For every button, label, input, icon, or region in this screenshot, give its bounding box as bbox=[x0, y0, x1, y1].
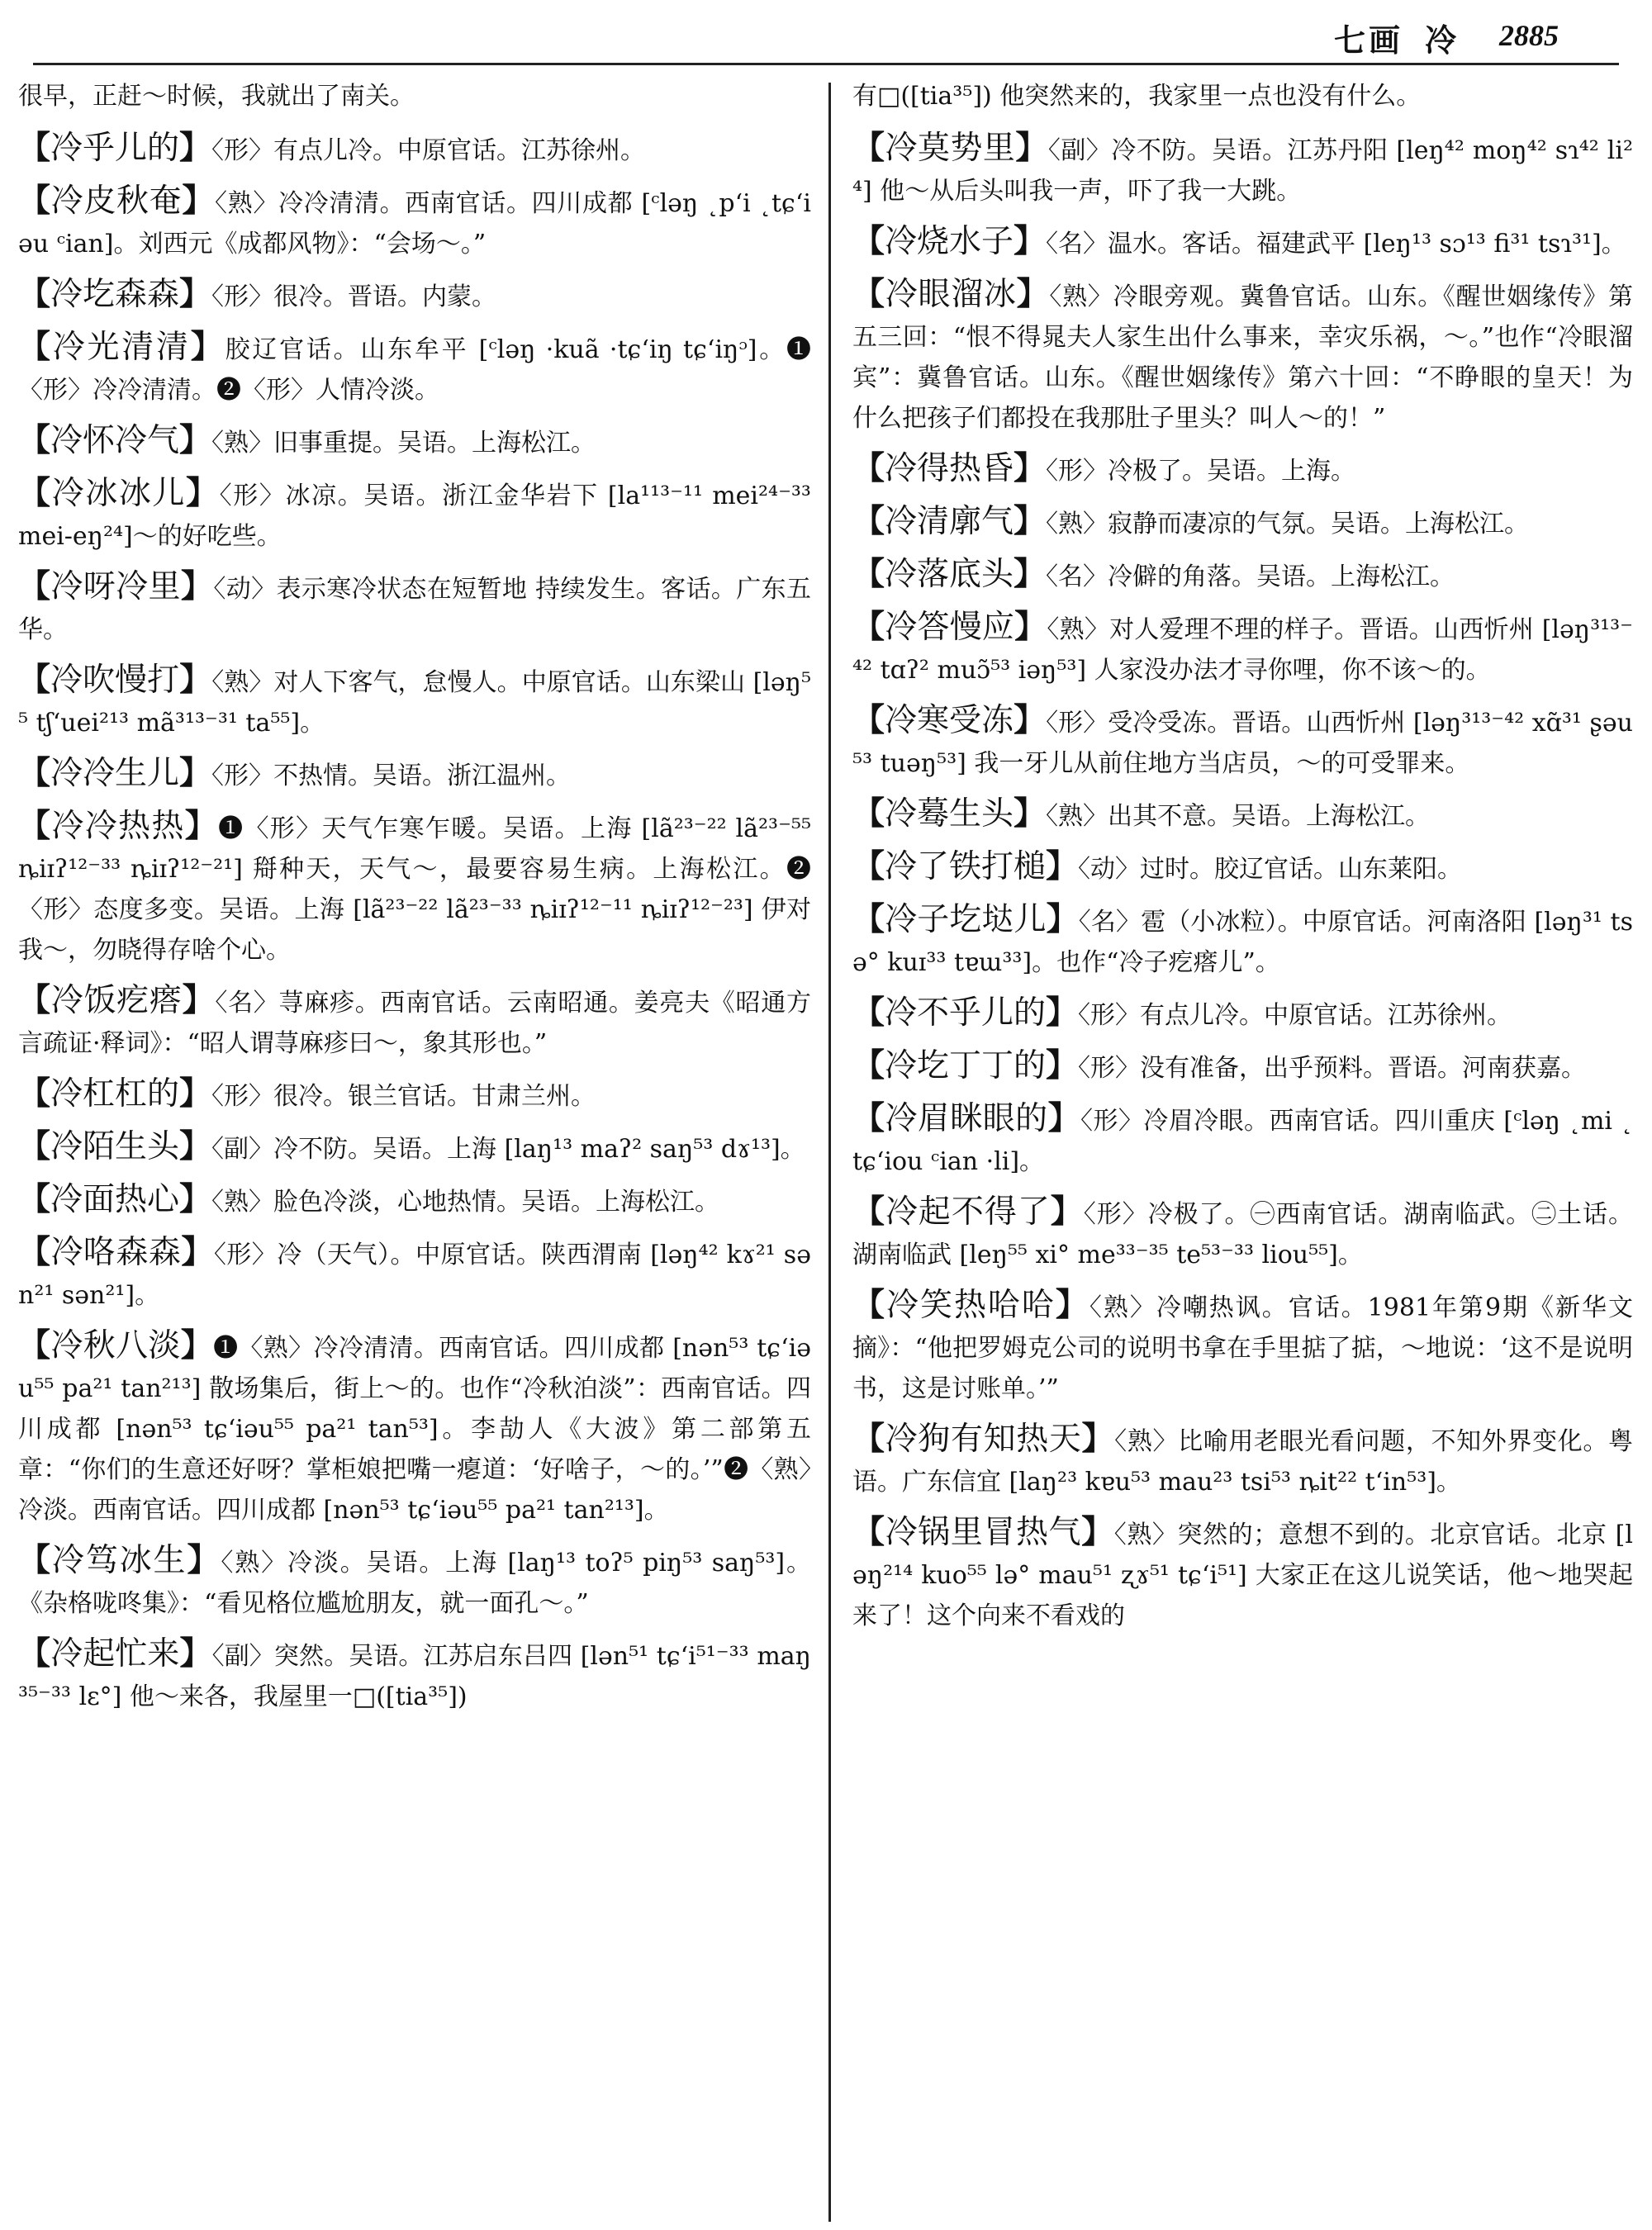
entry-headword bbox=[852, 848, 1078, 885]
bracket-close: 】 bbox=[180, 568, 214, 605]
bracket-close: 】 bbox=[186, 475, 220, 512]
entry-definition: 〈形〉冷极了。㊀西南官话。湖南临武。㊁土话。湖南临武 [leŋ⁵⁵ xi° me³³⁻³⁵ te⁵³⁻³³ liou⁵⁵]。 bbox=[852, 1200, 1633, 1269]
entry-definition: 〈熟〉比喻用老眼光看问题，不知外界变化。粤语。广东信宜 [laŋ²³ kɐu⁵³ mau²³ tsi⁵³ ȵit²² tʻin⁵³]。 bbox=[852, 1427, 1633, 1497]
entry-headword bbox=[18, 808, 218, 845]
bracket-close: 】 bbox=[1014, 556, 1047, 593]
bracket-close: 】 bbox=[179, 1128, 212, 1165]
headword-text: 冷圪森森 bbox=[50, 276, 180, 313]
entry-definition: 〈形〉很冷。银兰官话。甘肃兰州。 bbox=[211, 1082, 596, 1111]
dictionary-entry bbox=[852, 794, 1633, 837]
bracket-close: 】 bbox=[1014, 503, 1047, 540]
bracket-open: 【 bbox=[852, 556, 885, 593]
dictionary-entry bbox=[18, 753, 811, 796]
headword-text: 冷陌生头 bbox=[50, 1128, 180, 1165]
bracket-close: 】 bbox=[179, 755, 212, 792]
entry-headword bbox=[852, 276, 1049, 313]
headword-text: 冷吹慢打 bbox=[50, 662, 180, 699]
dictionary-entry bbox=[852, 221, 1633, 264]
entry-definition: 〈形〉冷（天气）。中原官话。陕西渭南 [ləŋ⁴² kɤ²¹ sən²¹ sən²¹]。 bbox=[18, 1241, 811, 1310]
dictionary-entry bbox=[852, 899, 1633, 983]
entry-headword bbox=[852, 702, 1046, 739]
bracket-open: 【 bbox=[852, 503, 885, 540]
bracket-close: 】 bbox=[1046, 1047, 1079, 1084]
dictionary-entry bbox=[852, 847, 1633, 890]
entry-headword bbox=[18, 1075, 211, 1113]
dictionary-entry bbox=[18, 1326, 811, 1530]
entry-headword bbox=[18, 1234, 214, 1271]
headword-text: 冷冷热热 bbox=[51, 808, 185, 845]
dictionary-entry bbox=[852, 1512, 1633, 1636]
bracket-close: 】 bbox=[187, 1542, 221, 1579]
entry-definition: 〈名〉冷僻的角落。吴语。上海松江。 bbox=[1046, 562, 1455, 591]
page-number: 2885 bbox=[1499, 19, 1559, 52]
headword-text: 冷面热心 bbox=[50, 1181, 180, 1218]
entry-definition: 〈副〉突然。吴语。江苏启东吕四 [lən⁵¹ tɕʻi⁵¹⁻³³ maŋ³⁵⁻³³ lɛ°] 他～来各，我屋里一□([tia³⁵]) bbox=[18, 1642, 811, 1711]
head-character: 冷 bbox=[1425, 21, 1457, 59]
entry-definition: 〈熟〉对人下客气，怠慢人。中原官话。山东梁山 [ləŋ⁵⁵ tʃʻuei²¹³ mã³¹³⁻³¹ ta⁵⁵]。 bbox=[18, 668, 811, 738]
entry-definition: 〈名〉温水。客话。福建武平 [leŋ¹³ sɔ¹³ fi³¹ tsɿ³¹]。 bbox=[1046, 230, 1626, 259]
dictionary-entry bbox=[852, 1192, 1633, 1275]
dictionary-entry bbox=[852, 554, 1633, 597]
dictionary-entry bbox=[18, 567, 811, 650]
entry-headword bbox=[18, 329, 225, 366]
entry-headword bbox=[852, 1193, 1084, 1231]
bracket-open: 【 bbox=[852, 1047, 885, 1084]
bracket-open: 【 bbox=[852, 1287, 886, 1324]
dictionary-entry bbox=[852, 1098, 1633, 1182]
bracket-open: 【 bbox=[18, 982, 51, 1019]
dictionary-entry bbox=[18, 660, 811, 743]
entry-headword bbox=[852, 223, 1046, 260]
bracket-close: 】 bbox=[179, 1635, 212, 1672]
headword-text: 冷了铁打槌 bbox=[885, 848, 1047, 885]
bracket-open: 【 bbox=[852, 1193, 885, 1231]
bracket-open: 【 bbox=[18, 662, 51, 699]
entry-definition: 〈形〉冰凉。吴语。浙江金华岩下 [la¹¹³⁻¹¹ mei²⁴⁻³³ mei-eŋ²⁴]～的好吃些。 bbox=[18, 482, 811, 551]
headword-text: 冷冷生儿 bbox=[50, 755, 180, 792]
bracket-open: 【 bbox=[18, 808, 52, 845]
chapter-label: 七画 bbox=[1334, 21, 1404, 59]
dictionary-entry bbox=[852, 448, 1633, 491]
headword-text: 冷起忙来 bbox=[50, 1635, 180, 1672]
headword-text: 冷得热昏 bbox=[885, 450, 1014, 487]
bracket-open: 【 bbox=[852, 901, 885, 938]
entry-headword bbox=[18, 422, 211, 459]
dictionary-entry bbox=[852, 1419, 1633, 1502]
bracket-open: 【 bbox=[18, 568, 51, 605]
entry-definition: 〈名〉荨麻疹。西南官话。云南昭通。姜亮夫《昭通方言疏证·释词》：“昭人谓荨麻疹曰～，象其形也。” bbox=[18, 989, 811, 1058]
dictionary-entry bbox=[852, 501, 1633, 544]
entry-headword bbox=[18, 982, 215, 1019]
bracket-open: 【 bbox=[18, 183, 51, 220]
entry-headword bbox=[852, 1047, 1078, 1084]
bracket-open: 【 bbox=[18, 1128, 51, 1165]
headword-text: 冷眉眯眼的 bbox=[885, 1100, 1048, 1137]
entry-definition: 〈熟〉冷冷清清。西南官话。四川成都 [ᶜləŋ ˛pʻi ˛tɕʻiəu ᶜian]。刘西元《成都风物》：“会场～。” bbox=[18, 189, 811, 259]
bracket-close: 】 bbox=[1015, 130, 1048, 167]
page-header bbox=[0, 0, 1652, 66]
bracket-close: 】 bbox=[1055, 1287, 1089, 1324]
bracket-open: 【 bbox=[852, 1421, 885, 1458]
entry-headword bbox=[18, 130, 211, 167]
headword-text: 冷咯森森 bbox=[50, 1234, 182, 1271]
entry-headword bbox=[18, 755, 211, 792]
bracket-close: 】 bbox=[179, 422, 212, 459]
bracket-open: 【 bbox=[852, 1514, 885, 1551]
headword-text: 冷怀冷气 bbox=[50, 422, 180, 459]
entry-headword bbox=[852, 795, 1046, 833]
bracket-open: 【 bbox=[18, 1181, 51, 1218]
dictionary-entry bbox=[18, 181, 811, 264]
bracket-close: 】 bbox=[1046, 848, 1079, 885]
dictionary-entry bbox=[18, 806, 811, 970]
entry-definition: 〈动〉过时。胶辽官话。山东莱阳。 bbox=[1078, 855, 1463, 884]
bracket-close: 】 bbox=[1046, 901, 1079, 938]
bracket-close: 】 bbox=[190, 329, 225, 366]
entry-headword bbox=[852, 130, 1048, 167]
entry-headword bbox=[18, 1542, 221, 1579]
bracket-close: 】 bbox=[181, 1234, 214, 1271]
entry-definition: 〈形〉有点儿冷。中原官话。江苏徐州。 bbox=[211, 136, 646, 165]
headword-text: 冷笃冰生 bbox=[51, 1542, 188, 1579]
entry-headword bbox=[852, 503, 1046, 540]
headword-text: 冷起不得了 bbox=[885, 1193, 1051, 1231]
column-divider bbox=[828, 83, 831, 2222]
dictionary-entry bbox=[852, 1046, 1633, 1089]
entry-definition: 〈熟〉寂静而凄凉的气氛。吴语。上海松江。 bbox=[1046, 510, 1530, 539]
dictionary-entry bbox=[18, 980, 811, 1064]
bracket-close: 】 bbox=[179, 276, 212, 313]
entry-headword bbox=[852, 994, 1078, 1032]
bracket-close: 】 bbox=[1047, 1100, 1081, 1137]
bracket-open: 【 bbox=[18, 1635, 51, 1672]
bracket-open: 【 bbox=[852, 223, 885, 260]
header-rule bbox=[33, 63, 1619, 65]
bracket-close: 】 bbox=[1014, 609, 1047, 646]
dictionary-entry bbox=[18, 327, 811, 410]
headword-text: 冷子圪垯儿 bbox=[885, 901, 1047, 938]
entry-definition: 〈形〉受冷受冻。晋语。山西忻州 [ləŋ³¹³⁻⁴² xɑ̃³¹ ʂəu⁵³ tuəŋ⁵³] 我一牙儿从前住地方当店员，～的可受罪来。 bbox=[852, 709, 1633, 778]
entry-headword bbox=[18, 1181, 211, 1218]
dictionary-entry bbox=[852, 607, 1633, 690]
entry-headword bbox=[18, 276, 211, 313]
entry-definition: 〈熟〉突然的；意想不到的。北京官话。北京 [ləŋ²¹⁴ kuo⁵⁵ lə° mau⁵¹ ʐɤ⁵¹ tɕʻi⁵¹] 大家正在这儿说笑话，他～地哭起来了！这个向来不看戏的 bbox=[852, 1521, 1633, 1630]
headword-text: 冷烧水子 bbox=[885, 223, 1014, 260]
entry-definition: 〈副〉冷不防。吴语。江苏丹阳 [leŋ⁴² moŋ⁴² sɿ⁴² li²⁴] 他～从后头叫我一声，吓了我一大跳。 bbox=[852, 136, 1633, 206]
entry-definition: 〈形〉很冷。晋语。内蒙。 bbox=[211, 282, 497, 311]
entry-headword bbox=[18, 1327, 213, 1364]
dictionary-entry bbox=[18, 1634, 811, 1717]
bracket-close: 】 bbox=[1014, 223, 1047, 260]
entry-headword bbox=[18, 568, 213, 605]
bracket-close: 】 bbox=[1014, 795, 1047, 833]
dictionary-entry bbox=[18, 1127, 811, 1170]
bracket-open: 【 bbox=[852, 450, 885, 487]
bracket-close: 】 bbox=[182, 982, 216, 1019]
bracket-open: 【 bbox=[852, 1100, 885, 1137]
entry-definition: 〈熟〉冷眼旁观。冀鲁官话。山东。《醒世姻缘传》第五三回：“恨不得晁夫人家生出什么事来，幸灾乐祸，～。”也作“冷眼溜宾”：冀鲁官话。山东。《醒世姻缘传》第六十回：“不睁眼的皇天！为什么把孩子们都投在我那肚子里头？叫人～的！” bbox=[852, 282, 1633, 433]
dictionary-entry bbox=[852, 700, 1633, 784]
headword-text: 冷圪丁丁的 bbox=[885, 1047, 1047, 1084]
entry-headword bbox=[852, 1514, 1114, 1551]
headword-text: 冷答慢应 bbox=[885, 609, 1015, 646]
entry-definition: 〈形〉冷眉冷眼。西南官话。四川重庆 [ᶜləŋ ˛mi ˛tɕʻiou ᶜian ·li]。 bbox=[852, 1107, 1633, 1176]
left-column bbox=[18, 76, 811, 2223]
entry-definition: 〈熟〉出其不意。吴语。上海松江。 bbox=[1046, 802, 1431, 831]
entry-definition: 〈熟〉对人爱理不理的样子。晋语。山西忻州 [ləŋ³¹³⁻⁴² tɑʔ² muɔ̃⁵³ iəŋ⁵³] 人家没办法才寻你哩，你不该～的。 bbox=[852, 615, 1633, 685]
dictionary-entry bbox=[18, 274, 811, 317]
entry-headword bbox=[18, 183, 215, 220]
entry-headword bbox=[18, 1635, 212, 1672]
dictionary-entry bbox=[18, 473, 811, 557]
bracket-open: 【 bbox=[852, 795, 885, 833]
bracket-close: 】 bbox=[1016, 276, 1050, 313]
bracket-open: 【 bbox=[852, 276, 885, 313]
bracket-open: 【 bbox=[18, 329, 53, 366]
right-column bbox=[852, 76, 1633, 2223]
bracket-close: 】 bbox=[184, 808, 219, 845]
continuation-text: 很早，正赶～时候，我就出了南关。 bbox=[18, 82, 415, 111]
bracket-open: 【 bbox=[18, 755, 51, 792]
dictionary-entry bbox=[852, 274, 1633, 439]
entry-headword bbox=[852, 450, 1046, 487]
headword-text: 冷寒受冻 bbox=[885, 702, 1014, 739]
entry-headword bbox=[18, 475, 220, 512]
bracket-open: 【 bbox=[18, 1234, 51, 1271]
entry-definition: 〈形〉冷极了。吴语。上海。 bbox=[1046, 457, 1356, 486]
headword-text: 冷锅里冒热气 bbox=[885, 1514, 1082, 1551]
dictionary-entry bbox=[852, 993, 1633, 1036]
bracket-close: 】 bbox=[180, 1327, 214, 1364]
dictionary-entry bbox=[852, 1285, 1633, 1409]
entry-definition: 〈名〉雹（小冰粒）。中原官话。河南洛阳 [ləŋ³¹ tsə° kuɪ³³ tɐɯ³³]。也作“冷子疙瘩儿”。 bbox=[852, 908, 1633, 977]
entry-headword bbox=[852, 901, 1079, 938]
bracket-open: 【 bbox=[18, 1327, 51, 1364]
entry-definition: 〈熟〉冷淡。吴语。上海 [laŋ¹³ toʔ⁵ piŋ⁵³ saŋ⁵³]。《杂格咙咚集》：“看见格位尴尬朋友，就一面孔～。” bbox=[18, 1549, 811, 1618]
headword-text: 冷眼溜冰 bbox=[885, 276, 1017, 313]
headword-text: 冷皮秋奄 bbox=[50, 183, 183, 220]
headword-text: 冷落底头 bbox=[885, 556, 1014, 593]
entry-headword bbox=[852, 1287, 1089, 1324]
bracket-open: 【 bbox=[852, 702, 885, 739]
headword-text: 冷秋八淡 bbox=[50, 1327, 181, 1364]
dictionary-entry bbox=[18, 1179, 811, 1222]
bracket-open: 【 bbox=[18, 130, 51, 167]
entry-headword bbox=[852, 1421, 1114, 1458]
bracket-open: 【 bbox=[18, 276, 51, 313]
entry-headword bbox=[852, 609, 1047, 646]
headword-text: 冷饭疙瘩 bbox=[50, 982, 183, 1019]
entry-definition: 〈熟〉旧事重提。吴语。上海松江。 bbox=[211, 429, 596, 458]
entry-definition: 〈形〉有点儿冷。中原官话。江苏徐州。 bbox=[1078, 1001, 1512, 1030]
entry-headword bbox=[852, 1100, 1080, 1137]
dictionary-entry bbox=[18, 128, 811, 171]
bracket-close: 】 bbox=[179, 662, 212, 699]
headword-text: 冷光清清 bbox=[52, 329, 191, 366]
bracket-open: 【 bbox=[852, 848, 885, 885]
entry-definition: 〈动〉表示寒冷状态在短暂地 持续发生。客话。广东五华。 bbox=[18, 575, 811, 644]
continuation-text: 有□([tia³⁵]) 他突然来的，我家里一点也没有什么。 bbox=[852, 82, 1422, 111]
bracket-close: 】 bbox=[179, 1075, 212, 1113]
headword-text: 冷冰冰儿 bbox=[51, 475, 187, 512]
bracket-open: 【 bbox=[852, 609, 885, 646]
headword-text: 冷蓦生头 bbox=[885, 795, 1014, 833]
dictionary-entry bbox=[18, 420, 811, 463]
entry-headword bbox=[18, 1128, 211, 1165]
bracket-close: 】 bbox=[179, 1181, 212, 1218]
entry-definition: 〈副〉冷不防。吴语。上海 [laŋ¹³ maʔ² saŋ⁵³ dɤ¹³]。 bbox=[211, 1135, 805, 1164]
bracket-close: 】 bbox=[179, 130, 212, 167]
bracket-close: 】 bbox=[1081, 1514, 1114, 1551]
headword-text: 冷清廓气 bbox=[885, 503, 1014, 540]
dictionary-entry bbox=[18, 1074, 811, 1117]
bracket-open: 【 bbox=[18, 475, 52, 512]
bracket-open: 【 bbox=[18, 422, 51, 459]
bracket-close: 】 bbox=[1081, 1421, 1115, 1458]
entry-definition: 〈形〉没有准备，出乎预料。晋语。河南获嘉。 bbox=[1078, 1054, 1587, 1083]
entry-definition: 〈熟〉冷嘲热讽。官话。1981年第9期《新华文摘》：“他把罗姆克公司的说明书拿在手里掂了掂，～地说：‘这不是说明书，这是讨账单。’” bbox=[852, 1293, 1633, 1403]
headword-text: 冷呀冷里 bbox=[50, 568, 181, 605]
entry-definition: ❶〈熟〉冷冷清清。西南官话。四川成都 [nən⁵³ tɕʻiəu⁵⁵ pa²¹ tan²¹³] 散场集后，街上～的。也作“冷秋泊淡”：西南官话。四川成都 [nən⁵³ tɕʻiəu⁵⁵ pa²¹ tan⁵³]。李劼人《大波》第二部第五章：“你们的生意还好呀？掌柜娘把嘴一瘪道：‘好啥子，～的。’”❷〈熟〉冷淡。西南官话。四川成都 [nən⁵³ tɕʻiəu⁵⁵ pa²¹ tan²¹³]。 bbox=[18, 1334, 811, 1525]
bracket-close: 】 bbox=[182, 183, 215, 220]
headword-text: 冷乎儿的 bbox=[50, 130, 180, 167]
headword-text: 冷笑热哈哈 bbox=[885, 1287, 1056, 1324]
bracket-open: 【 bbox=[852, 130, 885, 167]
entry-headword bbox=[852, 556, 1046, 593]
entry-definition: 〈形〉不热情。吴语。浙江温州。 bbox=[211, 762, 572, 790]
bracket-close: 】 bbox=[1050, 1193, 1084, 1231]
dictionary-entry bbox=[852, 128, 1633, 211]
headword-text: 冷狗有知热天 bbox=[885, 1421, 1082, 1458]
headword-text: 冷杠杠的 bbox=[50, 1075, 180, 1113]
bracket-open: 【 bbox=[18, 1542, 52, 1579]
bracket-open: 【 bbox=[852, 994, 885, 1032]
entry-definition: 胶辽官话。山东牟平 [ᶜləŋ ·kuã ·tɕʻiŋ tɕʻiŋᵓ]。❶〈形〉冷冷清清。❷〈形〉人情冷淡。 bbox=[18, 335, 811, 405]
headword-text: 冷不乎儿的 bbox=[885, 994, 1047, 1032]
entry-headword bbox=[18, 662, 211, 699]
headword-text: 冷莫势里 bbox=[885, 130, 1016, 167]
entry-definition: ❶〈形〉天气乍寒乍暖。吴语。上海 [lã²³⁻²² lã²³⁻⁵⁵ ȵiɪʔ¹²⁻³³ ȵiɪʔ¹²⁻²¹] 搿种天，天气～，最要容易生病。上海松江。❷〈形〉态度多变。吴语。上海 [lã²³⁻²² lã²³⁻³³ ȵiɪʔ¹²⁻¹¹ ȵiɪʔ¹²⁻²³] 伊对我～，勿晓得存啥个心。 bbox=[18, 814, 811, 965]
bracket-close: 】 bbox=[1014, 702, 1047, 739]
bracket-open: 【 bbox=[18, 1075, 51, 1113]
dictionary-entry bbox=[18, 1232, 811, 1316]
entry-definition: 〈熟〉脸色冷淡，心地热情。吴语。上海松江。 bbox=[211, 1188, 720, 1217]
bracket-close: 】 bbox=[1046, 994, 1079, 1032]
bracket-close: 】 bbox=[1014, 450, 1047, 487]
dictionary-entry bbox=[18, 1540, 811, 1624]
